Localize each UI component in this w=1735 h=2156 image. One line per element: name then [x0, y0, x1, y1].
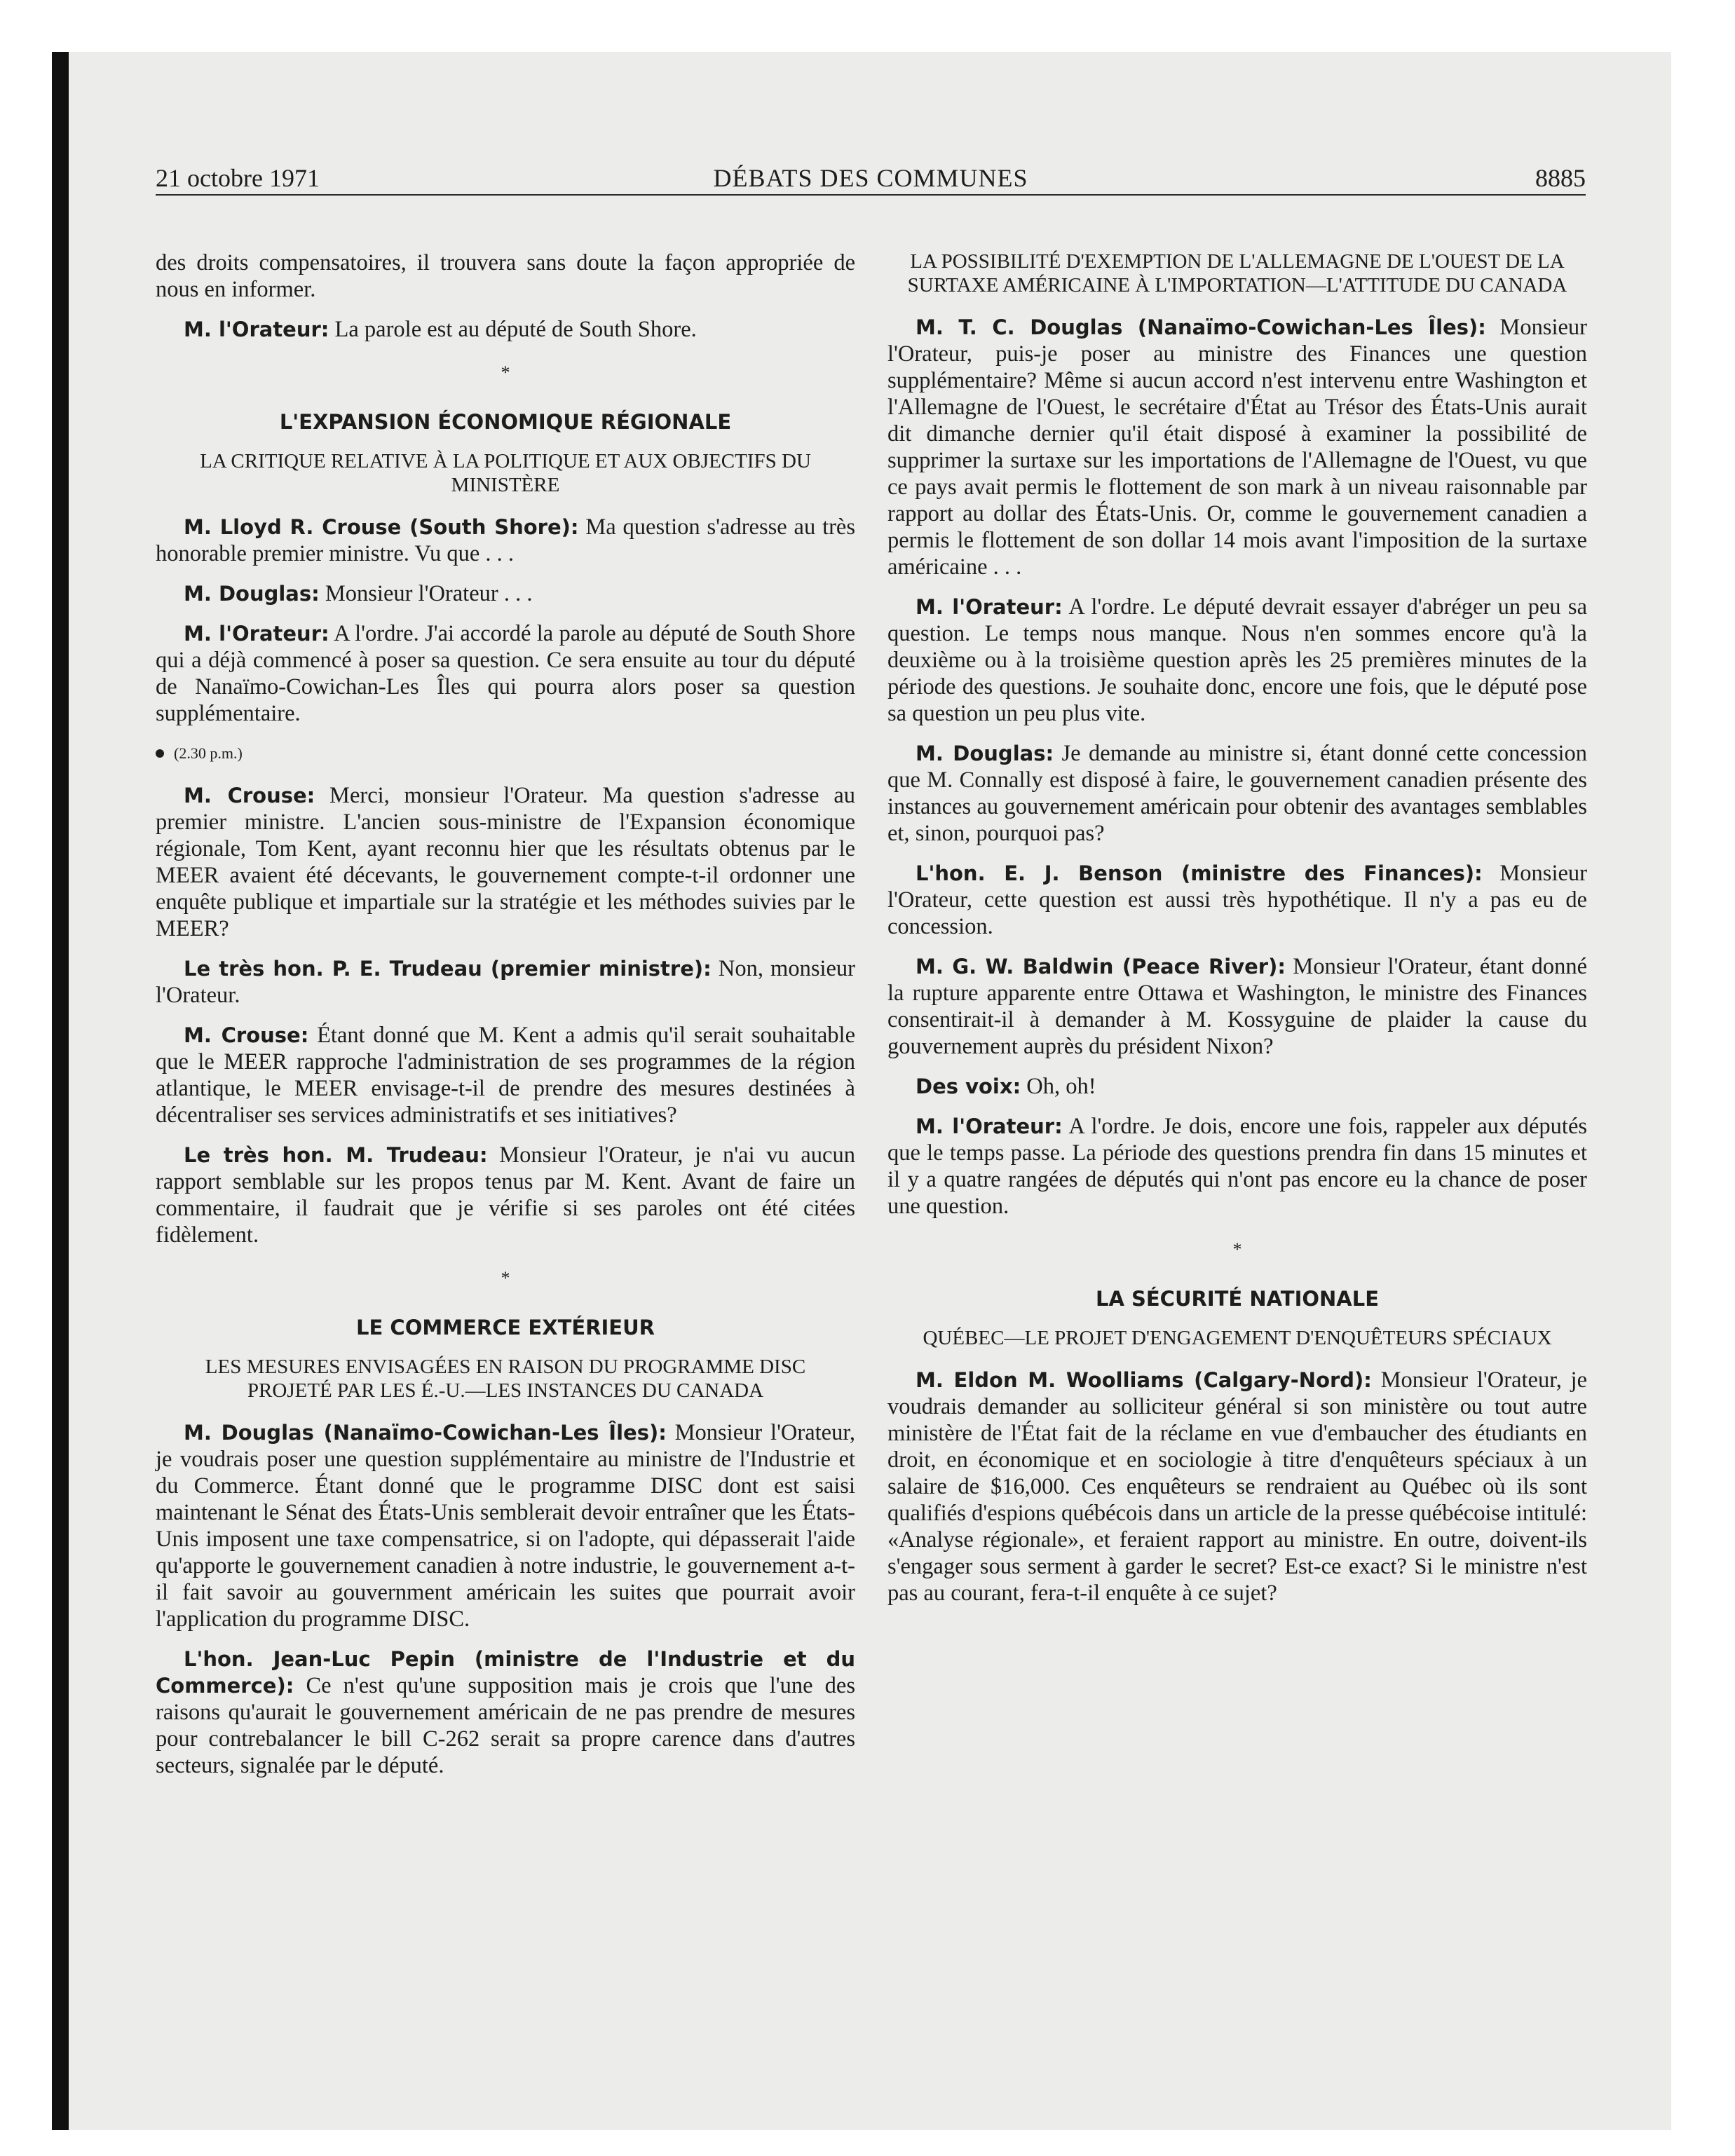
speaker-name: M. l'Orateur: — [916, 595, 1063, 619]
section-heading: L'EXPANSION ÉCONOMIQUE RÉGIONALE — [279, 410, 732, 434]
time-marker — [156, 740, 855, 767]
paragraph: des droits compensatoires, il trouvera sans doute la façon appropriée de nous en informer. — [156, 250, 855, 302]
speaker-name: M. G. W. Baldwin (Peace River): — [916, 955, 1286, 978]
paragraph — [156, 1142, 855, 1248]
speaker-name: L'hon. Jean-Luc Pepin (ministre de l'Industrie et du Commerce): — [156, 1647, 855, 1698]
paragraph — [887, 953, 1587, 1060]
paragraph — [156, 580, 855, 607]
paragraph — [887, 860, 1587, 940]
paragraph — [887, 594, 1587, 727]
speech-text: Ma question s'adresse au très honorable premier ministre. Vu que . . . — [156, 514, 855, 566]
section-separator: * — [501, 362, 510, 383]
paragraph — [156, 1022, 855, 1128]
paragraph — [156, 955, 855, 1009]
paragraph — [156, 620, 855, 727]
speech-text: Monsieur l'Orateur, puis-je poser au ministre des Finances une question supplémentaire? Même si aucun accord n'est intervenu entre Washington et l'Allemagne de l'Ouest, le secrétaire d'État au Trésor des États-Unis aurait dit dimanche dernier qu'il était disposé à examiner la possibilité de supprimer la surtaxe sur les importations de l'Allemagne de l'Ouest, vu que ce pays avait permis le flottement de son mark à un niveau raisonnable par rapport au dollar des États-Unis. Or, comme le gouvernement canadien a permis le flottement de son dollar 14 mois avant l'imposition de la surtaxe américaine . . . — [887, 315, 1588, 580]
paragraph — [156, 1419, 855, 1632]
speaker-name: M. Crouse: — [184, 1023, 309, 1047]
section-heading: LE COMMERCE EXTÉRIEUR — [356, 1316, 655, 1339]
subsection-heading: QUÉBEC—LE PROJET D'ENGAGEMENT D'ENQUÊTEURS SPÉCIAUX — [923, 1327, 1552, 1349]
section-heading: LA SÉCURITÉ NATIONALE — [1095, 1287, 1380, 1311]
page-number: 8885 — [1535, 164, 1586, 192]
speaker-name: M. Lloyd R. Crouse (South Shore): — [184, 515, 579, 539]
speaker-name: M. T. C. Douglas (Nanaïmo-Cowichan-Les Îles): — [916, 315, 1486, 339]
speaker-name: M. Eldon M. Woolliams (Calgary-Nord): — [916, 1368, 1372, 1392]
speaker-name: M. Douglas: — [184, 582, 320, 606]
section-separator: * — [501, 1268, 510, 1288]
paragraph — [887, 314, 1587, 580]
paragraph — [156, 1646, 855, 1779]
paragraph — [887, 1113, 1587, 1220]
speech-text: Je demande au ministre si, étant donné cette concession que M. Connally est disposé à faire, le gouvernement canadien présente des instances au gouvernement américain pour obtenir des avantages semblables et, sinon, pourquoi pas? — [887, 741, 1588, 846]
speech-text: Monsieur l'Orateur, étant donné la rupture apparente entre Ottawa et Washington, le ministre des Finances consentirait-il à demander à M. Kossyguine de plaider la cause du gouvernement auprès du président Nixon? — [887, 954, 1587, 1059]
speaker-name: M. l'Orateur: — [916, 1114, 1063, 1138]
speech-text: Non, monsieur l'Orateur. — [156, 956, 856, 1008]
header-title: DÉBATS DES COMMUNES — [713, 164, 1028, 192]
section-separator: * — [1232, 1239, 1242, 1260]
speech-text: Merci, monsieur l'Orateur. Ma question s'adresse au premier ministre. L'ancien sous-ministre de l'Expansion économique régionale, Tom Kent, ayant reconnu hier que les résultats obtenus par le MEER avaient été décevants, le gouvernement compte-t-il ordonner une enquête publique et impartiale sur la stratégie et les méthodes suivies par le MEER? — [156, 783, 856, 941]
subsection-heading: LA CRITIQUE RELATIVE À LA POLITIQUE ET AUX OBJECTIFS DU MINISTÈRE — [200, 450, 811, 496]
running-header — [156, 162, 1586, 196]
paragraph — [156, 316, 855, 343]
subsection-heading: LA POSSIBILITÉ D'EXEMPTION DE L'ALLEMAGNE DE L'OUEST DE LA SURTAXE AMÉRICAINE À L'IMPORTATION—L'ATTITUDE DU CANADA — [907, 250, 1567, 296]
subsection-heading: LES MESURES ENVISAGÉES EN RAISON DU PROGRAMME DISC PROJETÉ PAR LES É.-U.—LES INSTANCES DU CANADA — [205, 1356, 806, 1402]
speaker-name: M. l'Orateur: — [184, 318, 329, 341]
speaker-name: M. Crouse: — [184, 784, 315, 807]
speaker-name: Le très hon. M. Trudeau: — [184, 1143, 488, 1167]
speech-text: Ce n'est qu'une supposition mais je crois que l'une des raisons qu'aurait le gouvernement américain de ne pas prendre de mesures pour contrebalancer le bill C-262 serait sa propre carence dans d'autres secteurs, signalée par le député. — [156, 1673, 855, 1778]
bullet-icon — [156, 749, 164, 758]
speech-text: Étant donné que M. Kent a admis qu'il serait souhaitable que le MEER rapproche l'administration de ses programmes de la région atlantique, le MEER envisage-t-il de prendre des mesures destinées à décentraliser ses services administratifs et ses initiatives? — [156, 1023, 855, 1128]
speech-text: Oh, oh! — [1021, 1074, 1096, 1099]
speech-text: Monsieur l'Orateur . . . — [319, 581, 533, 606]
speaker-name: M. Douglas: — [916, 742, 1054, 765]
speech-text: Monsieur l'Orateur, je n'ai vu aucun rapport semblable sur les propos tenus par M. Kent. Avant de faire un commentaire, il faudrait que je vérifie si ses paroles ont été citées fidèlement. — [156, 1142, 855, 1248]
speaker-name: Des voix: — [916, 1074, 1021, 1098]
paragraph — [156, 782, 855, 942]
speaker-name: M. Douglas (Nanaïmo-Cowichan-Les Îles): — [184, 1421, 667, 1445]
speech-text: Monsieur l'Orateur, cette question est aussi très hypothétique. Il n'y a pas eu de concession. — [887, 861, 1587, 939]
paragraph — [887, 1073, 1587, 1100]
speech-text: Monsieur l'Orateur, je voudrais demander au solliciteur général si son ministère ou tout autre ministère de l'État fait de la réclame en vue d'embaucher des étudiants en droit, en économique et en sociologie à titre d'enquêteurs spéciaux à un salaire de $16,000. Ces enquêteurs se rendraient au Québec où ils sont qualifiés d'espions québécois dans un article de la presse québécoise intitulé: «Analyse régionale», et feraient rapport au ministre. En outre, doivent-ils s'engager sous serment à garder le secret? Est-ce exact? Si le ministre n'est pas au courant, fera-t-il enquête à ce sujet? — [887, 1367, 1588, 1606]
left-column — [156, 250, 855, 1792]
header-date: 21 octobre 1971 — [156, 164, 320, 192]
speaker-name: Le très hon. P. E. Trudeau (premier ministre): — [184, 957, 712, 981]
speaker-name: M. l'Orateur: — [184, 622, 329, 646]
speech-text: A l'ordre. Le député devrait essayer d'abréger un peu sa question. Le temps nous manque. Nous n'en sommes encore qu'à la deuxième ou à la troisième question après les 25 premières minutes de la période des questions. Je souhaite donc, encore une fois, que le député pose sa question un peu plus vite. — [887, 594, 1587, 726]
paragraph — [887, 740, 1587, 847]
speech-text: A l'ordre. J'ai accordé la parole au député de South Shore qui a déjà commencé à poser sa question. Ce sera ensuite au tour du député de Nanaïmo-Cowichan-Les Îles qui pourra alors poser sa question supplémentaire. — [156, 621, 856, 726]
paragraph — [887, 1367, 1587, 1606]
speech-text: A l'ordre. Je dois, encore une fois, rappeler aux députés que le temps passe. La période des questions prendra fin dans 15 minutes et il y a quatre rangées de députés qui n'ont pas encore eu la chance de poser une question. — [887, 1114, 1588, 1219]
speech-text: Monsieur l'Orateur, je voudrais poser une question supplémentaire au ministre de l'Industrie et du Commerce. Étant donné que le programme DISC dont est saisi maintenant le Sénat des États-Unis semblerait devoir entraîner que les États-Unis imposent une taxe compensatrice, si on l'adopte, qui dépasserait l'aide qu'apporte le gouvernement canadien à notre industrie, le gouvernement a-t-il fait savoir au gouvernment américain les suites que pourrait avoir l'application du programme DISC. — [156, 1420, 855, 1632]
speech-text: La parole est au député de South Shore. — [329, 317, 697, 342]
time-stamp: (2.30 p.m.) — [174, 744, 243, 762]
right-column — [887, 250, 1587, 1620]
speaker-name: L'hon. E. J. Benson (ministre des Finances): — [916, 861, 1483, 885]
paragraph — [156, 514, 855, 567]
